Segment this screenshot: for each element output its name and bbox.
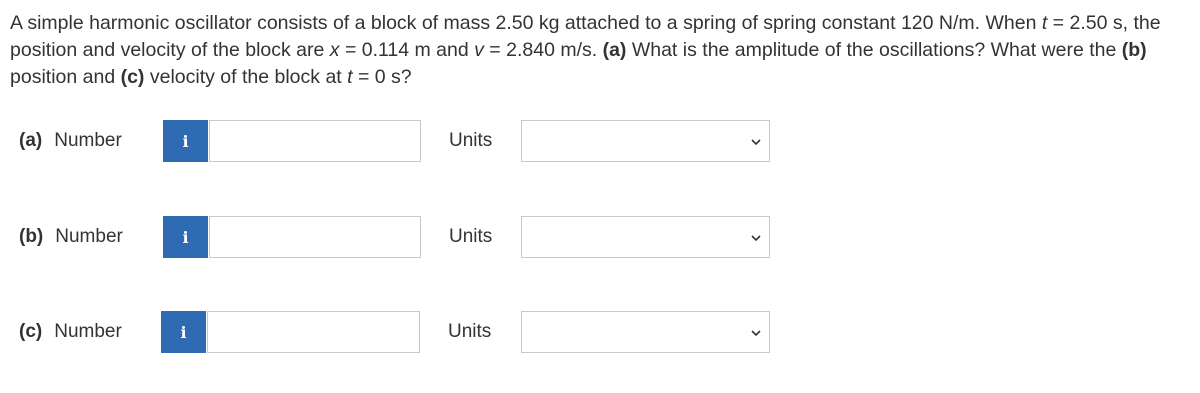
time-symbol: t: [347, 66, 353, 88]
units-label: Units: [448, 321, 492, 342]
info-icon[interactable]: i: [163, 216, 208, 258]
part-c-marker: (c): [120, 66, 145, 88]
question-segment: position and: [10, 66, 121, 88]
row-label-a: [19, 129, 122, 153]
units-label: Units: [449, 130, 493, 151]
units-label: Units: [449, 226, 493, 247]
info-icon[interactable]: i: [161, 311, 206, 353]
time-symbol: t: [1041, 12, 1048, 34]
number-label: Number: [54, 130, 122, 151]
number-label: Number: [55, 226, 123, 247]
answer-row-b: [0, 216, 1200, 258]
chevron-down-icon: [751, 328, 761, 338]
question-segment: A simple harmonic oscillator consists of a block of mass 2.50 kg attached to a spring of spring constant 120 N/m. When: [10, 12, 1042, 34]
question-segment: = 0 s?: [352, 66, 412, 88]
row-label-b: [19, 225, 123, 249]
question-segment: = 2.50 s, the position and velocity of the block are: [10, 12, 1161, 61]
number-input-a[interactable]: [209, 120, 421, 162]
chevron-down-icon: [751, 233, 761, 243]
question-text: [10, 10, 1195, 91]
number-input-c[interactable]: [207, 311, 420, 353]
question-segment: = 0.114 m and: [339, 39, 475, 61]
info-icon[interactable]: i: [163, 120, 208, 162]
part-a-marker: (a): [602, 39, 627, 61]
number-label: Number: [54, 321, 122, 342]
units-select-a[interactable]: [521, 120, 770, 162]
part-letter: (c): [19, 321, 43, 342]
question-segment: velocity of the block at: [144, 66, 348, 88]
number-input-b[interactable]: [209, 216, 421, 258]
row-label-c: [19, 320, 122, 344]
position-symbol: x: [329, 39, 340, 61]
units-select-c[interactable]: [521, 311, 770, 353]
chevron-down-icon: [751, 137, 761, 147]
answer-row-a: [0, 120, 1200, 162]
units-select-b[interactable]: [521, 216, 770, 258]
part-letter: (b): [19, 226, 44, 247]
answer-row-c: [0, 311, 1200, 353]
part-letter: (a): [19, 130, 43, 151]
question-segment: = 2.840 m/s.: [483, 39, 603, 61]
velocity-symbol: v: [474, 39, 484, 61]
part-b-marker: (b): [1121, 39, 1147, 61]
question-segment: What is the amplitude of the oscillations? What were the: [626, 39, 1122, 61]
